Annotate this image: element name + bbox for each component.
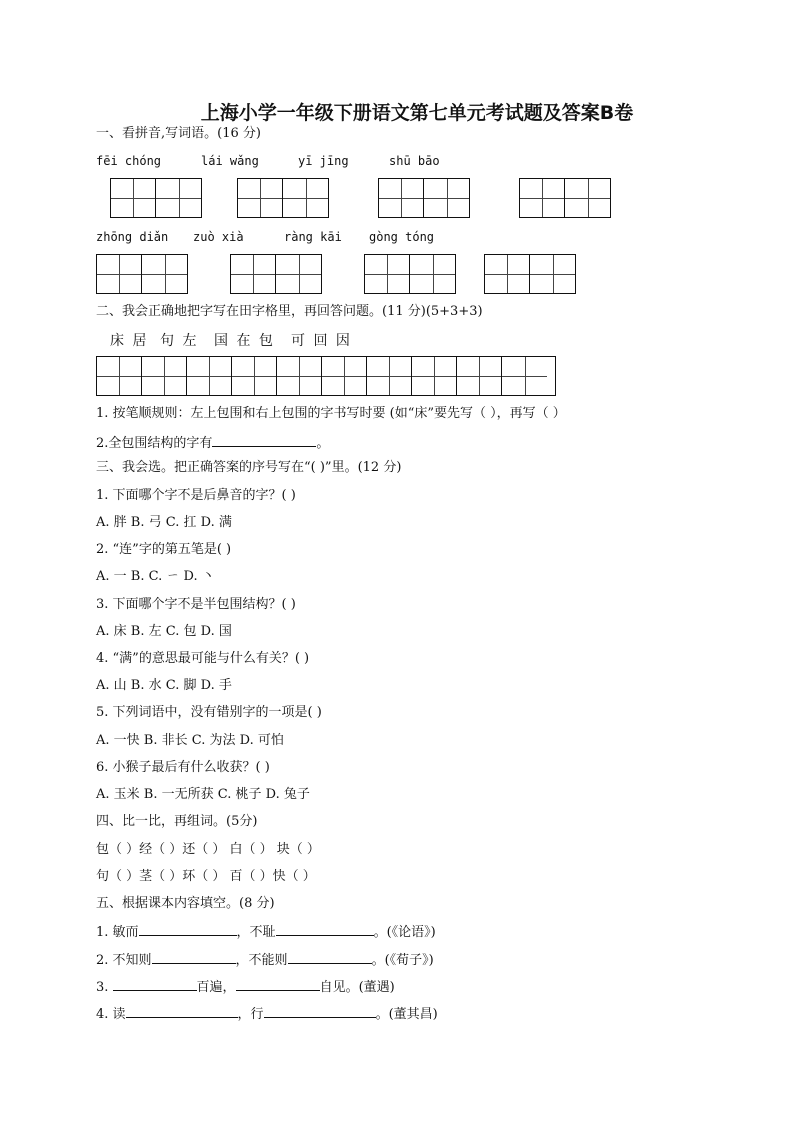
s5-text: 4. 读 xyxy=(96,1007,126,1022)
pinyin-5: zhōng diǎn xyxy=(96,230,169,244)
section5-heading: 五、根据课本内容填空。(8 分) xyxy=(96,896,275,911)
pinyin-1: fēi chóng xyxy=(96,154,162,168)
writing-grid[interactable] xyxy=(364,254,456,294)
writing-grid[interactable] xyxy=(110,178,202,218)
s2-question-2-text: 2.全包围结构的字有 xyxy=(96,436,213,451)
section2-heading: 二、我会正确地把字写在田字格里，再回答问题。(11 分)(5+3+3) xyxy=(96,304,483,319)
answer-blank[interactable] xyxy=(276,923,374,936)
s5-line-2 xyxy=(96,951,434,969)
s3-item: A. 玉米 B. 一无所获 C. 桃子 D. 兔子 xyxy=(96,787,310,802)
s5-text: 。(《荀子》) xyxy=(371,953,434,968)
section3-heading: 三、我会选。把正确答案的序号写在“( )”里。(12 分) xyxy=(96,460,402,475)
s5-text: 自见。(董遇) xyxy=(319,980,395,995)
s3-item: 1. 下面哪个字不是后鼻音的字？( ) xyxy=(96,488,296,503)
s3-item: A. 山 B. 水 C. 脚 D. 手 xyxy=(96,678,232,693)
section4-heading: 四、比一比，再组词。(5分) xyxy=(96,814,258,829)
s5-text: 1. 敏而 xyxy=(96,925,139,940)
s4-row-2: 句（ ）茎（ ）环（ ） 百（ ）快（ ） xyxy=(96,869,316,884)
writing-grid[interactable] xyxy=(237,178,329,218)
s3-item: 5. 下列词语中，没有错别字的一项是( ) xyxy=(96,705,322,720)
s5-text: 。(《论语》) xyxy=(373,925,436,940)
s3-item: 2. “连”字的第五笔是( ) xyxy=(96,542,232,557)
answer-blank[interactable] xyxy=(212,434,316,447)
writing-grid[interactable] xyxy=(230,254,322,294)
s5-text: 2. 不知则 xyxy=(96,953,152,968)
s5-line-3 xyxy=(96,978,395,996)
answer-blank[interactable] xyxy=(288,951,372,964)
s5-line-4 xyxy=(96,1005,438,1023)
answer-blank[interactable] xyxy=(126,1005,238,1018)
pinyin-3: yī jīng xyxy=(298,154,349,168)
s5-text: 百遍， xyxy=(196,980,236,995)
pinyin-4: shū bāo xyxy=(389,154,440,168)
writing-grid-row[interactable] xyxy=(96,356,556,396)
answer-blank[interactable] xyxy=(113,978,197,991)
s2-question-2 xyxy=(96,434,329,452)
s3-item: 3. 下面哪个字不是半包围结构？( ) xyxy=(96,597,296,612)
s3-item: 4. “满”的意思最可能与什么有关？( ) xyxy=(96,651,310,666)
answer-blank[interactable] xyxy=(236,978,320,991)
s3-item: A. 一 B. C. ㄧ D. 丶 xyxy=(96,569,215,584)
char-group-4: 可 回 因 xyxy=(291,333,352,349)
writing-grid[interactable] xyxy=(378,178,470,218)
writing-grid[interactable] xyxy=(96,254,188,294)
s3-item: A. 一快 B. 非长 C. 为法 D. 可怕 xyxy=(96,733,284,748)
writing-grid[interactable] xyxy=(519,178,611,218)
char-group-3: 国 在 包 xyxy=(214,333,275,349)
pinyin-6: zuò xià xyxy=(193,230,244,244)
char-group-2: 句 左 xyxy=(160,333,199,349)
answer-blank[interactable] xyxy=(139,923,237,936)
char-group-1: 床 居 xyxy=(110,333,149,349)
s5-text: 3. xyxy=(96,980,113,995)
s3-item: A. 床 B. 左 C. 包 D. 国 xyxy=(96,624,232,639)
s5-line-1 xyxy=(96,923,436,941)
s3-item: A. 胖 B. 弓 C. 扛 D. 满 xyxy=(96,515,232,530)
pinyin-7: ràng kāi xyxy=(284,230,342,244)
answer-blank[interactable] xyxy=(152,951,236,964)
s5-text: ，不耻 xyxy=(236,925,276,940)
pinyin-8: gòng tóng xyxy=(369,230,435,244)
page-title: 上海小学一年级下册语文第七单元考试题及答案B卷 xyxy=(200,102,634,124)
s3-item: 6. 小猴子最后有什么收获？( ) xyxy=(96,760,270,775)
s5-text: ，不能则 xyxy=(235,953,288,968)
s2-question-1: 1. 按笔顺规则：左上包围和右上包围的字书写时要 (如“床”要先写（ ），再写（ ） xyxy=(96,406,566,421)
answer-blank[interactable] xyxy=(264,1005,376,1018)
writing-grid[interactable] xyxy=(484,254,576,294)
section1-heading: 一、看拼音,写词语。(16 分) xyxy=(96,126,261,141)
s5-text: ，行 xyxy=(237,1007,264,1022)
s2-question-2-end: 。 xyxy=(316,436,330,451)
s5-text: 。(董其昌) xyxy=(375,1007,438,1022)
s4-row-1: 包（ ）经（ ）还（ ） 白（ ） 块（ ） xyxy=(96,842,320,857)
pinyin-2: lái wǎng xyxy=(201,154,259,168)
